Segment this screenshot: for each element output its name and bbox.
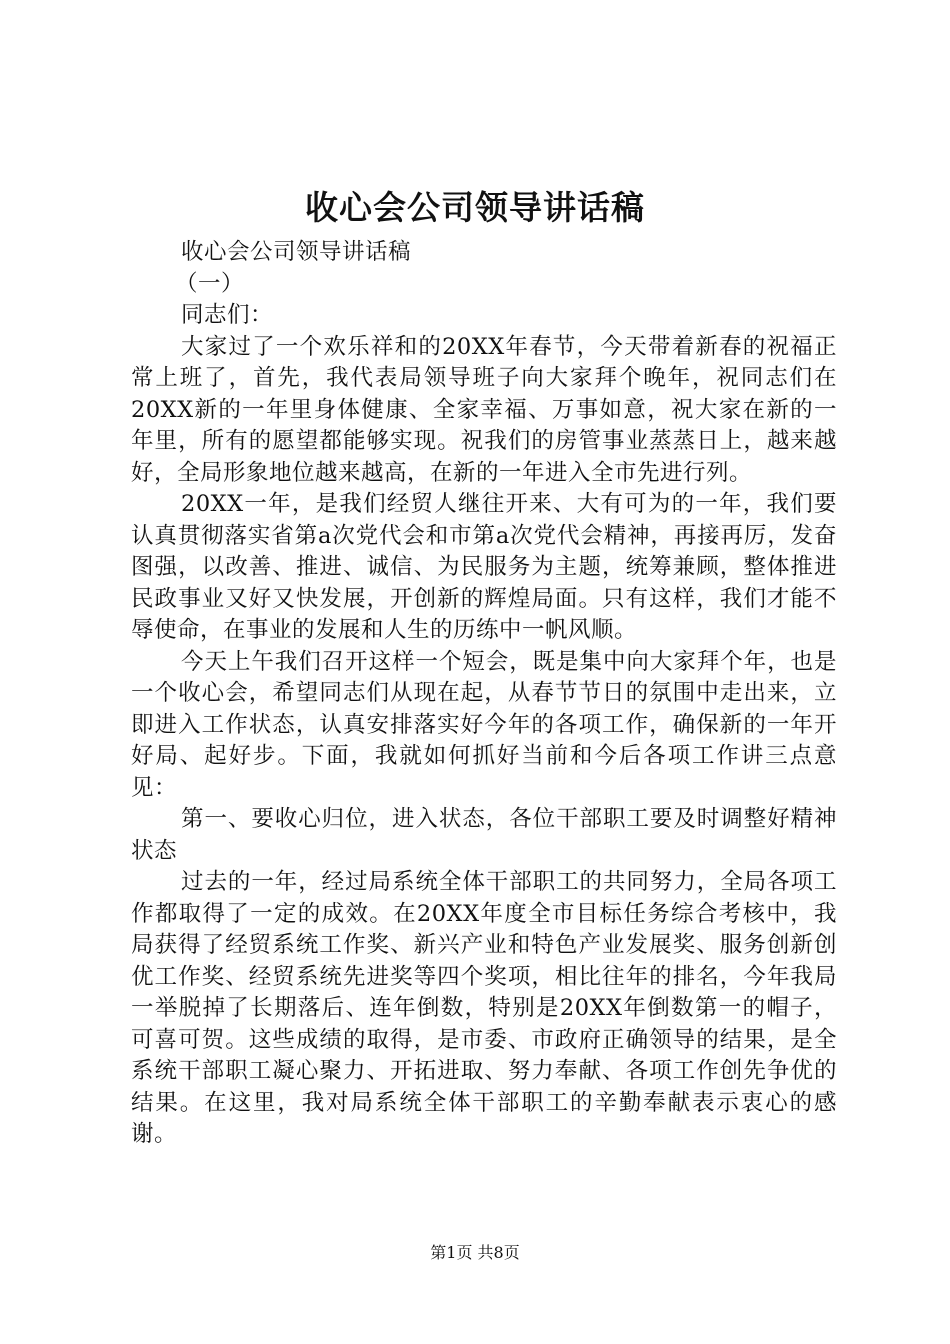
paragraph-year-goals: 20XX一年，是我们经贸人继往开来、大有可为的一年，我们要认真贯彻落实省第a次党代会和市第a次党代会精神，再接再厉，发奋图强，以改善、推进、诚信、为民服务为主题，统筹兼顾，整体推进民政事业又好又快发展，开创新的辉煌局面。只有这样，我们才能不辱使命，在事业的发展和人生的历练中一帆风顺。	[131, 491, 837, 643]
document-title: 收心会公司领导讲话稿	[305, 188, 645, 227]
document-body	[131, 237, 837, 1151]
paragraph-meeting-purpose: 今天上午我们召开这样一个短会，既是集中向大家拜个年，也是一个收心会，希望同志们从现在起，从春节节日的氛围中走出来，立即进入工作状态，认真安排落实好今年的各项工作，确保新的一年开好局、起好步。下面，我就如何抓好当前和今后各项工作讲三点意见：	[131, 648, 837, 801]
paragraph-point-one-heading: 第一、要收心归位，进入状态，各位干部职工要及时调整好精神状态	[131, 806, 837, 864]
salutation: 同志们：	[181, 302, 274, 328]
paragraph-achievements: 过去的一年，经过局系统全体干部职工的共同努力，全局各项工作都取得了一定的成效。在20XX年度全市目标任务综合考核中，我局获得了经贸系统工作奖、新兴产业和特色产业发展奖、服务创新创优工作奖、经贸系统先进奖等四个奖项，相比往年的排名，今年我局一举脱掉了长期落后、连年倒数，特别是20XX年倒数第一的帽子，可喜可贺。这些成绩的取得，是市委、市政府正确领导的结果，是全系统干部职工凝心聚力、开拓进取、努力奉献、各项工作创先争优的结果。在这里，我对局系统全体干部职工的辛勤奉献表示衷心的感谢。	[131, 869, 837, 1147]
section-number: （一）	[175, 270, 245, 297]
page-number-footer: 第1页 共8页	[430, 1243, 520, 1262]
paragraph-greeting: 大家过了一个欢乐祥和的20XX年春节，今天带着新春的祝福正常上班了，首先，我代表局领导班子向大家拜个晚年，祝同志们在20XX新的一年里身体健康、全家幸福、万事如意，祝大家在新的一年里，所有的愿望都能够实现。祝我们的房管事业蒸蒸日上，越来越好，全局形象地位越来越高，在新的一年进入全市先进行列。	[131, 333, 837, 486]
document-subtitle: 收心会公司领导讲话稿	[181, 239, 412, 265]
